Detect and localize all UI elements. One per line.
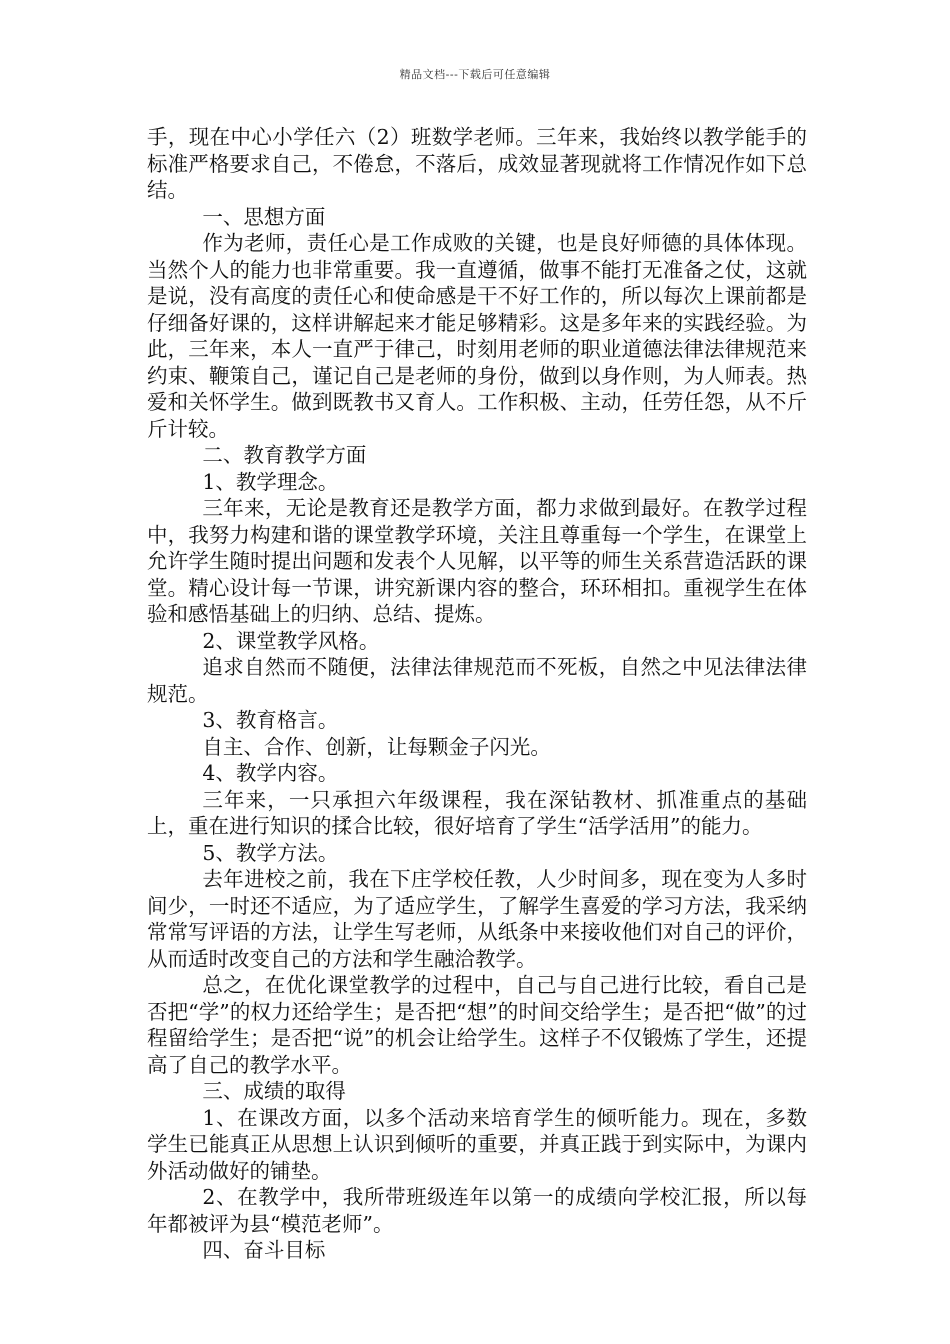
paragraph-summary: 总之，在优化课堂教学的过程中，自己与自己进行比较，看自己是否把“学”的权力还给学生；是否把“想”的时间交给学生；是否把“做”的过程留给学生；是否把“说”的机会让给学生。这样子不仅锻炼了学生，还提高了自己的教学水平。 [147, 973, 807, 1077]
paragraph-teaching-philosophy: 三年来，无论是教育还是教学方面，都力求做到最好。在教学过程中，我努力构建和谐的课堂教学环境，关注且尊重每一个学生，在课堂上允许学生随时提出问题和发表个人见解，以平等的师生关系营造活跃的课堂。精心设计每一节课，讲究新课内容的整合，环环相扣。重视学生在体验和感悟基础上的归纳、总结、提炼。 [147, 496, 807, 626]
paragraph-achievement-2: 2、在教学中，我所带班级连年以第一的成绩向学校汇报，所以每年都被评为县“模范老师”。 [147, 1185, 807, 1236]
paragraph-achievement-1: 1、在课改方面，以多个活动来培育学生的倾听能力。现在，多数学生已能真正从思想上认识到倾听的重要，并真正践于到实际中，为课内外活动做好的铺垫。 [147, 1105, 807, 1183]
section-heading-achievements: 三、成绩的取得 [202, 1079, 346, 1103]
paragraph-intro: 手，现在中心小学任六（2）班数学老师。三年来，我始终以教学能手的标准严格要求自己，不倦怠，不落后，成效显著现就将工作情况作如下总结。 [147, 125, 807, 202]
page-header: 精品文档---下载后可任意编辑 [399, 68, 551, 81]
paragraph-teaching-method: 去年进校之前，我在下庄学校任教，人少时间多，现在变为人多时间少，一时还不适应，为了适应学生，了解学生喜爱的学习方法，我采纳常常写评语的方法，让学生写老师，从纸条中来接收他们对自己的评价，从而适时改变自己的方法和学生融洽教学。 [147, 867, 807, 971]
subheading-education-motto: 3、教育格言。 [202, 708, 339, 732]
subheading-teaching-philosophy: 1、教学理念。 [202, 469, 339, 494]
document-body [147, 124, 807, 1264]
subheading-teaching-method: 5、教学方法。 [202, 840, 339, 865]
paragraph-education-motto: 自主、合作、创新，让每颗金子闪光。 [202, 734, 551, 759]
section-heading-thought: 一、思想方面 [202, 204, 326, 229]
paragraph-thought: 作为老师，责任心是工作成败的关键，也是良好师德的具体体现。当然个人的能力也非常重要。我一直遵循，做事不能打无准备之仗，这就是说，没有高度的责任心和使命感是干不好工作的，所以每次上课前都是仔细备好课的，这样讲解起来才能足够精彩。这是多年来的实践经验。为此，三年来，本人一直严于律己，时刻用老师的职业道德法律法律规范来约束、鞭策自己，谨记自己是老师的身份，做到以身作则，为人师表。热爱和关怀学生。做到既教书又育人。工作积极、主动，任劳任怨，从不斤斤计较。 [147, 231, 807, 441]
paragraph-classroom-style: 追求自然而不随便，法律法律规范而不死板，自然之中见法律法律规范。 [147, 655, 807, 706]
paragraph-teaching-content: 三年来，一只承担六年级课程，我在深钻教材、抓准重点的基础上，重在进行知识的揉合比较，很好培育了学生“活学活用”的能力。 [147, 787, 807, 838]
section-heading-teaching: 二、教育教学方面 [202, 443, 367, 467]
section-heading-goals: 四、奋斗目标 [202, 1238, 326, 1262]
subheading-classroom-style: 2、课堂教学风格。 [202, 628, 380, 653]
subheading-teaching-content: 4、教学内容。 [202, 761, 339, 785]
